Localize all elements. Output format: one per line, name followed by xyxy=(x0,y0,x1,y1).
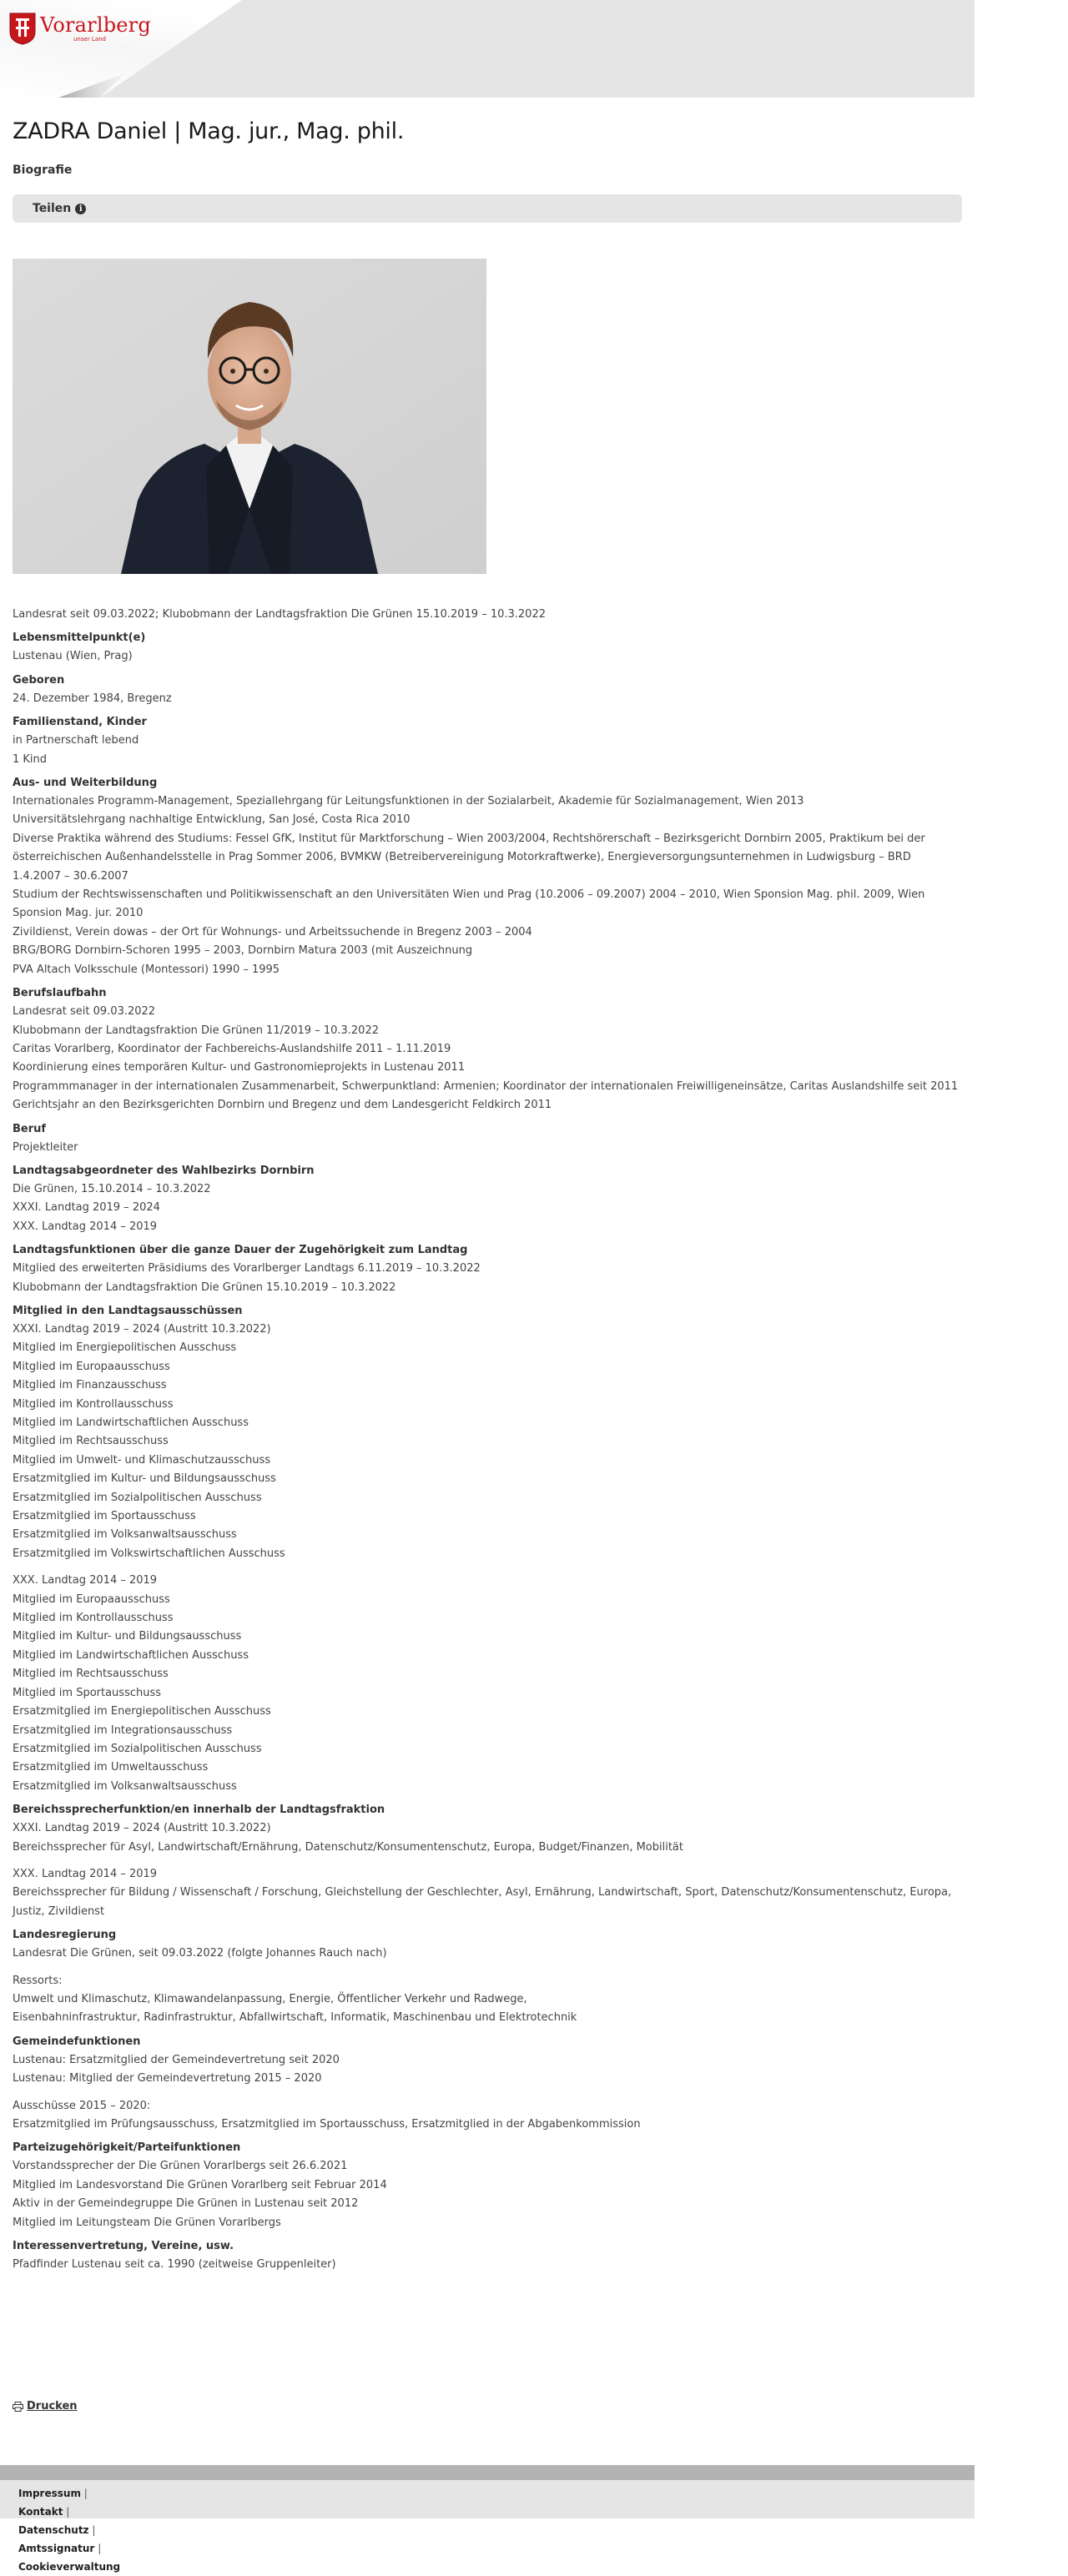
footer-link-item xyxy=(18,2539,975,2558)
bio-line: Landesrat seit 09.03.2022 xyxy=(13,1005,156,1019)
footer-link-amtssignatur[interactable]: Amtssignatur xyxy=(18,2543,95,2554)
bio-line: PVA Altach Volksschule (Montessori) 1990 – 1995 xyxy=(13,963,280,976)
bio-line: XXX. Landtag 2014 – 2019 xyxy=(13,1574,158,1587)
bio-line: Ressorts: xyxy=(13,1974,63,1987)
footer-link-item xyxy=(18,2503,975,2521)
bio-section-heading: Geboren xyxy=(13,673,65,687)
bio-section xyxy=(13,2033,962,2135)
bio-line: Mitglied im Europaausschuss xyxy=(13,1592,170,1606)
bio-line: Vorstandssprecher der Die Grünen Vorarlbergs seit 26.6.2021 xyxy=(13,2160,348,2173)
bio-line: Mitglied im Leitungsteam Die Grünen Vorarlbergs xyxy=(13,2216,281,2229)
bio-line: Ersatzmitglied im Sozialpolitischen Ausschuss xyxy=(13,1742,262,1755)
bio-line: Ersatzmitglied im Sportausschuss xyxy=(13,1510,196,1523)
bio-line: XXXI. Landtag 2019 – 2024 (Austritt 10.3.2022) xyxy=(13,1322,271,1336)
bio-section xyxy=(13,984,962,1114)
bio-line: Caritas Vorarlberg, Koordinator der Fachbereichs-Auslandshilfe 2011 – 1.11.2019 xyxy=(13,1042,451,1055)
bio-line: Mitglied im Rechtsausschuss xyxy=(13,1435,169,1448)
bio-section xyxy=(13,1241,962,1297)
bio-line: Diverse Praktika während des Studiums: Fessel GfK, Institut für Marktforschung – Wien 2003/2004, Rechtshörerschaft – Bezirksgericht Dornbirn 2005, Praktikum bei der österreichischen Außenhandelsstelle in Prag Sommer 2006, BVMKW (Betreibervereinigung Motorkraftwerke), Energieversorgungsunternehmen in Ludwigsburg – BRD 1.4.2007 – 30.6.2007 xyxy=(13,832,925,883)
footer-links xyxy=(0,2480,975,2576)
bio-line: Mitglied im Finanzausschuss xyxy=(13,1379,167,1392)
footer-separator: | xyxy=(83,2488,88,2499)
bio-section xyxy=(13,672,962,708)
bio-line: Aktiv in der Gemeindegruppe Die Grünen in Lustenau seit 2012 xyxy=(13,2197,359,2211)
bio-line: Bereichssprecher für Bildung / Wissenschaft / Forschung, Gleichstellung der Geschlechter, Asyl, Ernährung, Landwirtschaft, Sport, Datenschutz/Konsumentenschutz, Europa, Justiz, Zivildienst xyxy=(13,1886,952,1918)
bio-line: Mitglied im Umwelt- und Klimaschutzausschuss xyxy=(13,1453,271,1467)
bio-section xyxy=(13,774,962,979)
bio-line: 24. Dezember 1984, Bregenz xyxy=(13,692,172,705)
bio-line: Bereichssprecher für Asyl, Landwirtschaft/Ernährung, Datenschutz/Konsumentenschutz, Europa, Budget/Finanzen, Mobilität xyxy=(13,1840,684,1854)
bio-line: Ersatzmitglied im Integrationsausschuss xyxy=(13,1723,233,1737)
bio-line: Umwelt und Klimaschutz, Klimawandelanpassung, Energie, Öffentlicher Verkehr und Radwege, xyxy=(13,1992,527,2005)
bio-spacer xyxy=(13,1563,962,1572)
printer-icon xyxy=(13,2402,23,2412)
bio-line: Lustenau: Ersatzmitglied der Gemeindevertretung seit 2020 xyxy=(13,2053,340,2066)
bio-line: Die Grünen, 15.10.2014 – 10.3.2022 xyxy=(13,1182,211,1195)
bio-line: Ersatzmitglied im Sozialpolitischen Ausschuss xyxy=(13,1491,262,1504)
bio-section-heading: Lebensmittelpunkt(e) xyxy=(13,631,146,645)
bio-line: Ersatzmitglied im Volksanwaltsausschuss xyxy=(13,1779,237,1793)
site-footer xyxy=(0,2480,975,2573)
footer-divider-bar xyxy=(0,2465,975,2480)
portrait-photo xyxy=(13,259,486,574)
page-subtitle: Biografie xyxy=(13,164,73,177)
bio-line: Mitglied im Landwirtschaftlichen Ausschuss xyxy=(13,1416,249,1429)
share-label: Teilen xyxy=(33,202,72,215)
footer-link-datenschutz[interactable]: Datenschutz xyxy=(18,2524,89,2536)
print-link[interactable] xyxy=(13,2400,78,2412)
share-bar xyxy=(13,194,962,223)
bio-line: Mitglied im Landesvorstand Die Grünen Vorarlberg seit Februar 2014 xyxy=(13,2178,387,2191)
bio-line: Mitglied im Energiepolitischen Ausschuss xyxy=(13,1341,237,1355)
bio-section-heading: Berufslaufbahn xyxy=(13,987,107,1000)
bio-spacer xyxy=(13,1857,962,1865)
bio-section-heading: Beruf xyxy=(13,1122,47,1135)
bio-section-heading: Landtagsfunktionen über die ganze Dauer der Zugehörigkeit zum Landtag xyxy=(13,1244,468,1257)
bio-sections xyxy=(13,629,962,2274)
bio-section xyxy=(13,1302,962,1796)
bio-line: Klubobmann der Landtagsfraktion Die Grünen 15.10.2019 – 10.3.2022 xyxy=(13,1280,396,1294)
bio-line: BRG/BORG Dornbirn-Schoren 1995 – 2003, Dornbirn Matura 2003 (mit Auszeichnung xyxy=(13,944,473,958)
logo-wordmark: Vorarlberg xyxy=(40,13,151,37)
footer-link-cookieverwaltung[interactable]: Cookieverwaltung xyxy=(18,2561,121,2573)
bio-line: Eisenbahninfrastruktur, Radinfrastruktur, Abfallwirtschaft, Informatik, Maschinenbau und Elektrotechnik xyxy=(13,2011,577,2025)
bio-line: Lustenau (Wien, Prag) xyxy=(13,650,133,663)
bio-line: Ersatzmitglied im Kultur- und Bildungsausschuss xyxy=(13,1472,276,1486)
bio-line: Zivildienst, Verein dowas – der Ort für Wohnungs- und Arbeitssuchende in Bregenz 2003 – 2004 xyxy=(13,925,532,938)
bio-section-heading: Landtagsabgeordneter des Wahlbezirks Dornbirn xyxy=(13,1164,315,1177)
bio-section xyxy=(13,2237,962,2274)
bio-spacer xyxy=(13,1964,962,1972)
bio-section xyxy=(13,713,962,769)
main-content xyxy=(13,98,962,2274)
bio-line: Ersatzmitglied im Energiepolitischen Ausschuss xyxy=(13,1705,271,1718)
biography xyxy=(13,606,962,2274)
bio-section xyxy=(13,1120,962,1157)
footer-separator: | xyxy=(92,2524,96,2536)
bio-line: Mitglied des erweiterten Präsidiums des Vorarlberger Landtags 6.11.2019 – 10.3.2022 xyxy=(13,1262,481,1275)
bio-line: XXXI. Landtag 2019 – 2024 (Austritt 10.3.2022) xyxy=(13,1822,271,1835)
bio-section-heading: Familienstand, Kinder xyxy=(13,716,147,729)
bio-line: 1 Kind xyxy=(13,752,48,766)
bio-line: Ausschüsse 2015 – 2020: xyxy=(13,2099,151,2112)
bio-line: Mitglied im Europaausschuss xyxy=(13,1360,170,1373)
bio-section xyxy=(13,2139,962,2232)
bio-section-heading: Mitglied in den Landtagsausschüssen xyxy=(13,1304,243,1317)
vorarlberg-logo[interactable] xyxy=(8,12,151,45)
logo-tagline: unser Land xyxy=(73,36,106,43)
site-header xyxy=(0,0,975,98)
footer-separator: | xyxy=(66,2506,70,2518)
footer-link-item xyxy=(18,2521,975,2539)
bio-line: Pfadfinder Lustenau seit ca. 1990 (zeitweise Gruppenleiter) xyxy=(13,2258,336,2272)
bio-line: Universitätslehrgang nachhaltige Entwicklung, San José, Costa Rica 2010 xyxy=(13,813,411,827)
footer-link-impressum[interactable]: Impressum xyxy=(18,2488,81,2499)
bio-section-heading: Aus- und Weiterbildung xyxy=(13,777,158,790)
print-label: Drucken xyxy=(27,2400,78,2412)
bio-section xyxy=(13,629,962,666)
bio-line: Internationales Programm-Management, Speziallehrgang für Leitungsfunktionen in der Sozialarbeit, Akademie für Sozialmanagement, Wien 2013 xyxy=(13,795,804,808)
bio-line: XXX. Landtag 2014 – 2019 xyxy=(13,1867,158,1880)
bio-line: Koordinierung eines temporären Kultur- und Gastronomieprojekts in Lustenau 2011 xyxy=(13,1061,466,1074)
bio-line: Mitglied im Landwirtschaftlichen Ausschuss xyxy=(13,1648,249,1662)
page-title: ZADRA Daniel | Mag. jur., Mag. phil. xyxy=(13,118,405,144)
bio-intro: Landesrat seit 09.03.2022; Klubobmann der Landtagsfraktion Die Grünen 15.10.2019 – 10.3.2022 xyxy=(13,608,546,621)
bio-line: Projektleiter xyxy=(13,1140,78,1154)
footer-link-kontakt[interactable]: Kontakt xyxy=(18,2506,63,2518)
bio-line: Mitglied im Kultur- und Bildungsausschuss xyxy=(13,1630,242,1643)
bio-line: Ersatzmitglied im Umweltausschuss xyxy=(13,1761,209,1774)
share-button[interactable] xyxy=(33,202,86,215)
coat-of-arms-icon xyxy=(8,12,37,45)
bio-line: Klubobmann der Landtagsfraktion Die Grünen 11/2019 – 10.3.2022 xyxy=(13,1024,379,1037)
footer-link-item xyxy=(18,2558,975,2576)
bio-line: Lustenau: Mitglied der Gemeindevertretung 2015 – 2020 xyxy=(13,2072,322,2085)
bio-line: Ersatzmitglied im Volkswirtschaftlichen Ausschuss xyxy=(13,1547,285,1560)
bio-section xyxy=(13,1162,962,1236)
info-icon: i xyxy=(75,204,86,214)
bio-line: Mitglied im Kontrollausschuss xyxy=(13,1612,174,1625)
bio-line: Ersatzmitglied im Volksanwaltsausschuss xyxy=(13,1528,237,1542)
bio-section-heading: Gemeindefunktionen xyxy=(13,2035,141,2048)
bio-line: in Partnerschaft lebend xyxy=(13,734,139,747)
bio-line: Landesrat Die Grünen, seit 09.03.2022 (folgte Johannes Rauch nach) xyxy=(13,1947,387,1960)
bio-section-heading: Parteizugehörigkeit/Parteifunktionen xyxy=(13,2141,241,2155)
footer-separator: | xyxy=(98,2543,102,2554)
bio-line: Mitglied im Rechtsausschuss xyxy=(13,1668,169,1681)
bio-line: Programmmanager in der internationalen Zusammenarbeit, Schwerpunktland: Armenien; Koordinator der internationalen Freiwilligeneinsätze, Caritas Auslandshilfe seit 2011 xyxy=(13,1079,959,1093)
bio-line: Mitglied im Kontrollausschuss xyxy=(13,1397,174,1411)
bio-section-heading: Interessenvertretung, Vereine, usw. xyxy=(13,2240,234,2253)
bio-section-heading: Bereichssprecherfunktion/en innerhalb der Landtagsfraktion xyxy=(13,1804,385,1817)
bio-line: Studium der Rechtswissenschaften und Politikwissenschaft an den Universitäten Wien und Prag (10.2006 – 09.2007) 2004 – 2010, Wien Sponsion Mag. phil. 2009, Wien Sponsion Mag. jur. 2010 xyxy=(13,888,925,920)
bio-section xyxy=(13,1801,962,1921)
bio-line: Gerichtsjahr an den Bezirksgerichten Dornbirn und Bregenz und dem Landesgericht Feldkirch 2011 xyxy=(13,1099,552,1112)
footer-link-item xyxy=(18,2484,975,2503)
bio-section-heading: Landesregierung xyxy=(13,1929,117,1942)
bio-line: XXX. Landtag 2014 – 2019 xyxy=(13,1220,158,1233)
bio-line: XXXI. Landtag 2019 – 2024 xyxy=(13,1201,160,1215)
bio-section xyxy=(13,1926,962,2028)
bio-line: Mitglied im Sportausschuss xyxy=(13,1686,162,1699)
bio-line: Ersatzmitglied im Prüfungsausschuss, Ersatzmitglied im Sportausschuss, Ersatzmitglied in der Abgabenkommission xyxy=(13,2118,641,2131)
bio-spacer xyxy=(13,2089,962,2097)
